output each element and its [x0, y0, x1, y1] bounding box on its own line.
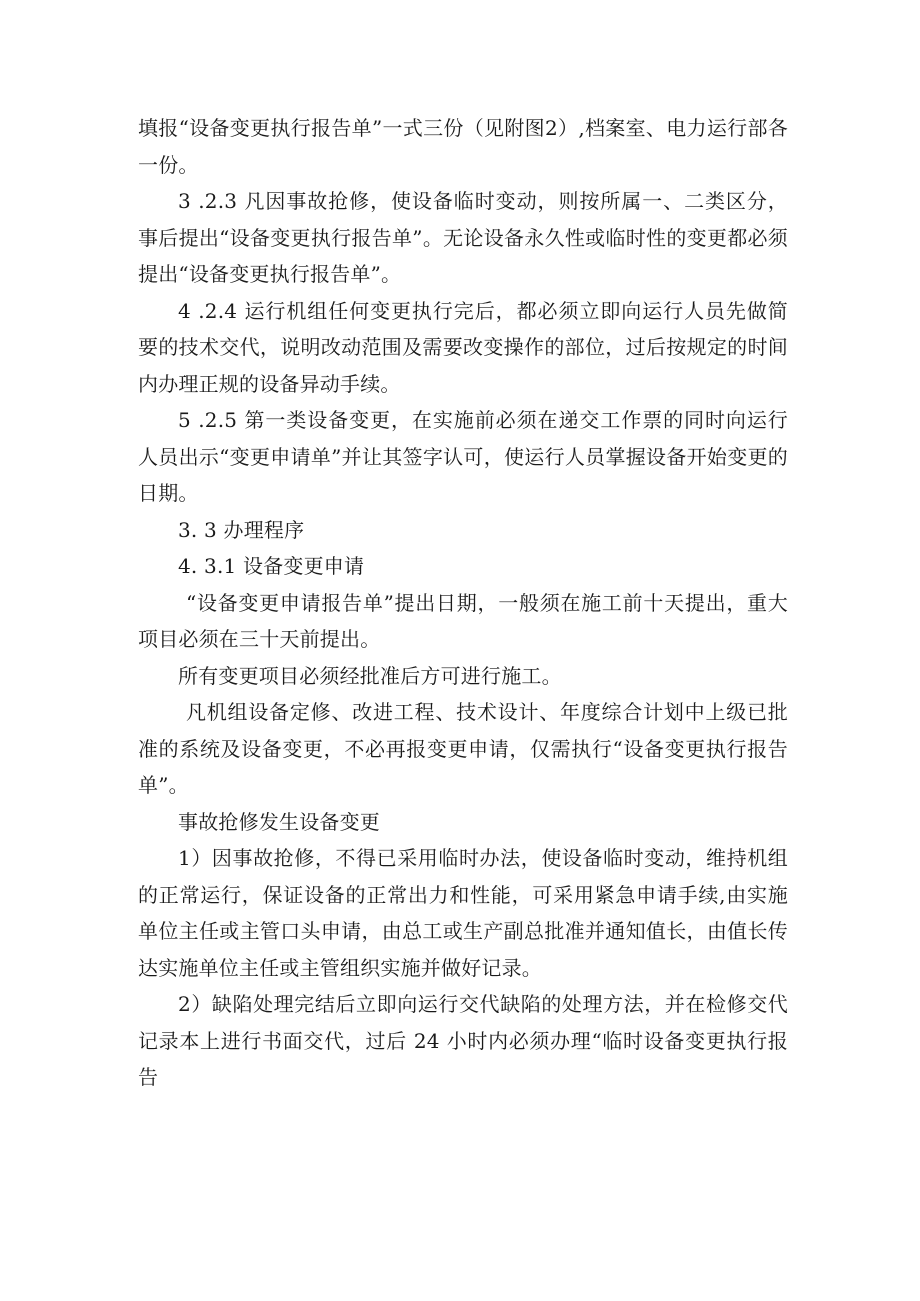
paragraph-emergency-2: 2）缺陷处理完结后立即向运行交代缺陷的处理方法，并在检修交代记录本上进行书面交代，过后 24 小时内必须办理“临时设备变更执行报告 [138, 992, 788, 1089]
section-heading-3-3: 3. 3 办理程序 [178, 517, 305, 542]
paragraph-exemption: 凡机组设备定修、改进工程、技术设计、年度综合计划中上级已批准的系统及设备变更，不必再报变更申请，仅需执行“设备变更执行报告单”。 [138, 700, 788, 797]
paragraph-application-date: “设备变更申请报告单”提出日期，一般须在施工前十天提出，重大项目必须在三十天前提出。 [138, 590, 788, 651]
document-body [138, 110, 788, 1096]
paragraph-2: 3 .2.3 凡因事故抢修，使设备临时变动，则按所属一、二类区分，事后提出“设备变更执行报告单”。无论设备永久性或临时性的变更都必须提出“设备变更执行报告单”。 [138, 189, 788, 286]
paragraph-emergency-1: 1）因事故抢修，不得已采用临时办法，使设备临时变动，维持机组的正常运行，保证设备的正常出力和性能，可采用紧急申请手续,由实施单位主任或主管口头申请，由总工或生产副总批准并通知值长，由值长传达实施单位主任或主管组织实施并做好记录。 [138, 846, 788, 980]
subsection-heading-emergency: 事故抢修发生设备变更 [178, 809, 380, 834]
paragraph-3: 4 .2.4 运行机组任何变更执行完后，都必须立即向运行人员先做简要的技术交代，说明改动范围及需要改变操作的部位，过后按规定的时间内办理正规的设备异动手续。 [138, 298, 788, 396]
paragraph-4: 5 .2.5 第一类设备变更，在实施前必须在递交工作票的同时向运行人员出示“变更申请单”并让其签字认可，使运行人员掌握设备开始变更的日期。 [138, 408, 788, 505]
paragraph-1: 填报“设备变更执行报告单”一式三份（见附图2）,档案室、电力运行部各一份。 [138, 116, 788, 177]
subsection-heading-3-1: 4. 3.1 设备变更申请 [178, 554, 365, 578]
paragraph-approval: 所有变更项目必须经批准后方可进行施工。 [178, 663, 562, 688]
